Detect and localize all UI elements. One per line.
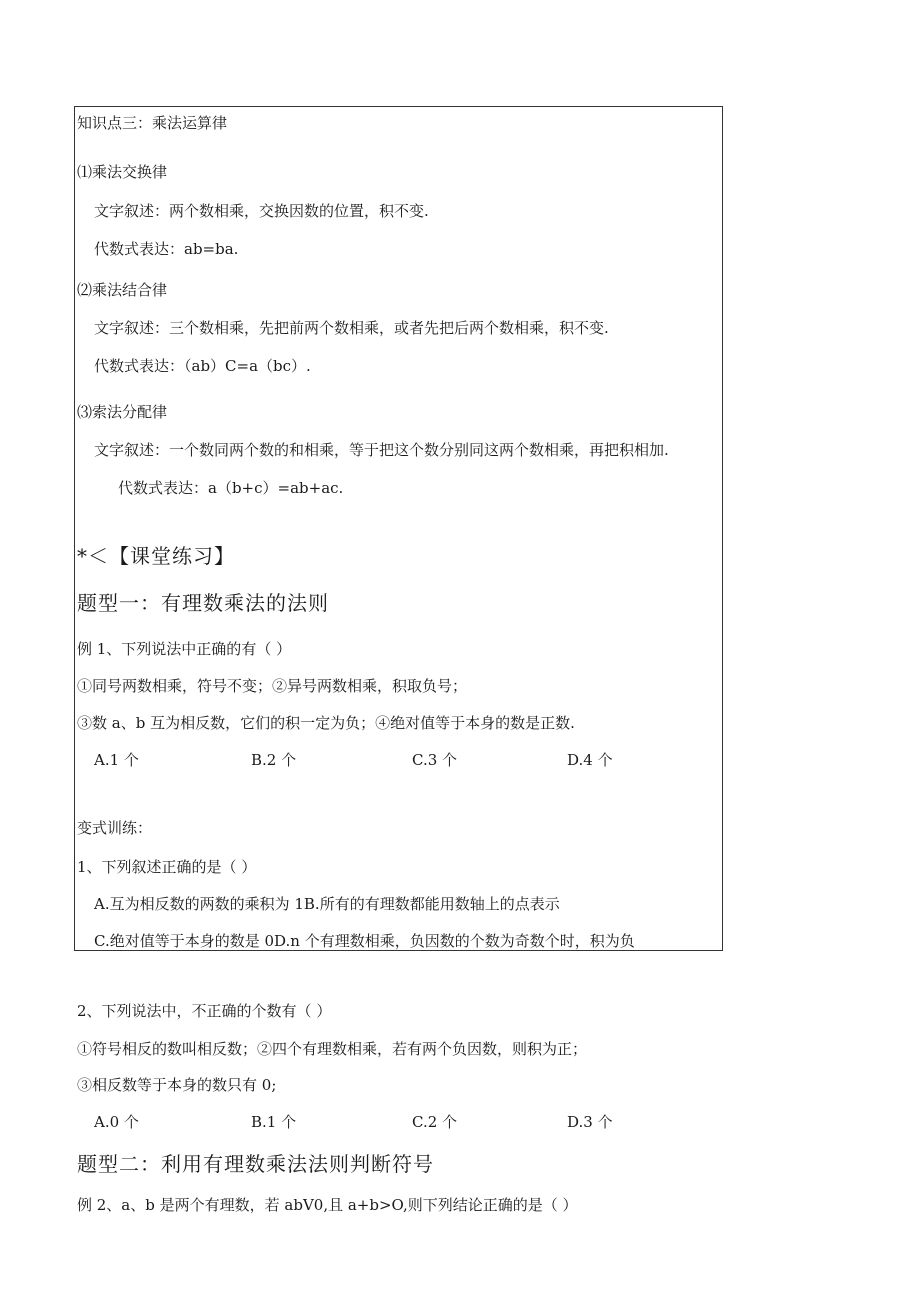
example1-statement-line1: ①同号两数相乘，符号不变；②异号两数相乘，积取负号；	[77, 677, 468, 695]
question1-options-line1: A.互为相反数的两数的乘积为 1B.所有的有理数都能用数轴上的点表示	[94, 895, 560, 913]
practice-heading: *＜【课堂练习】	[77, 544, 235, 568]
law2-title: ⑵乘法结合律	[77, 281, 168, 299]
question1: 1、下列叙述正确的是（ ）	[77, 858, 257, 876]
example2-question: 例 2、a、b 是两个有理数，若 abV0,且 a+b>O,则下列结论正确的是（ ）	[77, 1196, 578, 1214]
example1-option-c: C.3 个	[412, 751, 458, 769]
question2-option-d: D.3 个	[567, 1113, 613, 1131]
example1-option-a: A.1 个	[94, 751, 139, 769]
question2-option-a: A.0 个	[94, 1113, 139, 1131]
law3-text: 文字叙述：一个数同两个数的和相乘，等于把这个数分别同这两个数相乘，再把积相加.	[94, 441, 669, 459]
law2-text: 文字叙述：三个数相乘，先把前两个数相乘，或者先把后两个数相乘，积不变.	[94, 319, 609, 337]
law1-title: ⑴乘法交换律	[77, 163, 168, 181]
law1-text: 文字叙述：两个数相乘，交换因数的位置，积不变.	[94, 202, 429, 220]
example1-question: 例 1、下列说法中正确的有（ ）	[77, 640, 292, 658]
question2: 2、下列说法中，不正确的个数有（ ）	[77, 1002, 332, 1020]
example1-option-b: B.2 个	[251, 751, 297, 769]
example1-option-d: D.4 个	[567, 751, 613, 769]
law3-formula: 代数式表达：a（b+c）=ab+ac.	[118, 479, 344, 497]
knowledge-box	[74, 106, 723, 951]
variant-heading: 变式训练：	[77, 819, 153, 837]
type2-heading: 题型二：利用有理数乘法法则判断符号	[77, 1152, 434, 1176]
section-heading: 知识点三：乘法运算律	[77, 114, 228, 132]
question2-statement-line2: ③相反数等于本身的数只有 0;	[77, 1076, 277, 1094]
question2-option-b: B.1 个	[251, 1113, 297, 1131]
type1-heading: 题型一：有理数乘法的法则	[77, 591, 329, 615]
question2-option-c: C.2 个	[412, 1113, 458, 1131]
law1-formula: 代数式表达：ab=ba.	[94, 240, 239, 258]
question2-statement-line1: ①符号相反的数叫相反数；②四个有理数相乘，若有两个负因数，则积为正；	[77, 1040, 588, 1058]
example1-statement-line2: ③数 a、b 互为相反数，它们的积一定为负；④绝对值等于本身的数是正数.	[77, 714, 575, 732]
law2-formula: 代数式表达：（ab）C=a（bc）.	[94, 357, 311, 375]
law3-title: ⑶索法分配律	[77, 403, 168, 421]
question1-options-line2: C.绝对值等于本身的数是 0D.n 个有理数相乘，负因数的个数为奇数个时，积为负	[94, 932, 635, 950]
